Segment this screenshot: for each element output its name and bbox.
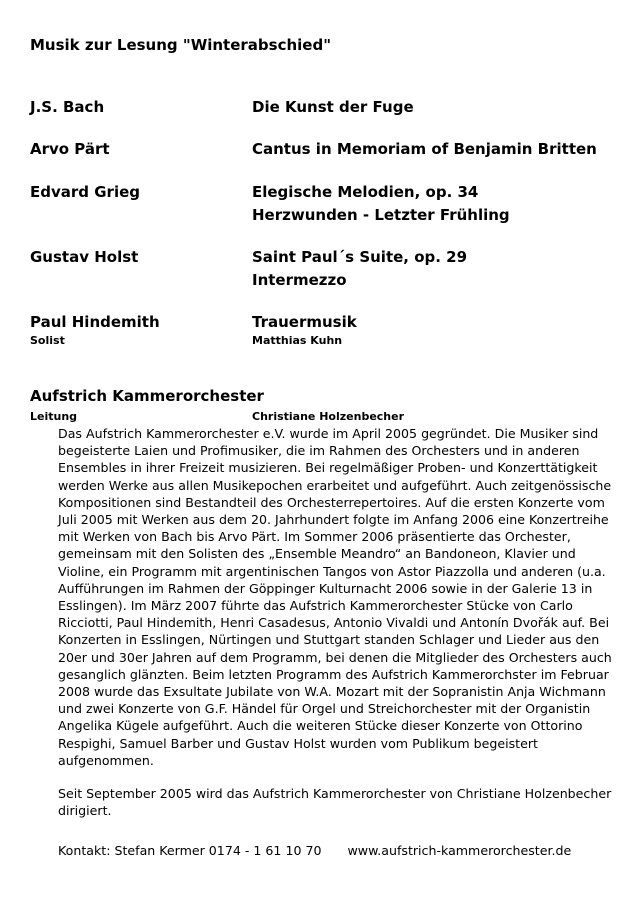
work-list: [252, 138, 597, 161]
page-title: Musik zur Lesung "Winterabschied": [30, 36, 332, 54]
composer-name: Gustav Holst: [30, 248, 139, 266]
composer-name: Arvo Pärt: [30, 140, 110, 158]
soloist-label: Solist: [30, 334, 65, 347]
composer-name: Paul Hindemith: [30, 313, 160, 331]
work-title: Saint Paul´s Suite, op. 29: [252, 248, 468, 266]
contact-phone: Kontakt: Stefan Kermer 0174 - 1 61 10 70: [58, 843, 322, 858]
description-paragraph: Seit September 2005 wird das Aufstrich Kammerorchester von Christiane Holzenbecher dirigiert.: [58, 786, 612, 819]
work-title: Elegische Melodien, op. 34: [252, 183, 479, 201]
work-list: [252, 96, 414, 119]
composer-name: Edvard Grieg: [30, 183, 141, 201]
work-list: [252, 181, 510, 227]
work-title: Cantus in Memoriam of Benjamin Britten: [252, 140, 597, 158]
work-list: [252, 311, 357, 334]
website-link[interactable]: www.aufstrich-kammerorchester.de: [347, 843, 572, 858]
work-title: Die Kunst der Fuge: [252, 98, 414, 116]
contact-footer: [58, 843, 571, 858]
composer-name: J.S. Bach: [30, 98, 105, 116]
orchestra-name: Aufstrich Kammerorchester: [30, 387, 264, 405]
orchestra-description: [58, 425, 618, 819]
work-title: Trauermusik: [252, 313, 357, 331]
description-paragraph: Das Aufstrich Kammerorchester e.V. wurde im April 2005 gegründet. Die Musiker sind begeisterte Laien und Profimusiker, die im Rahmen des Orchesters und in anderen Ensembles in ihrer Freizeit musizieren. Bei regelmäßiger Proben- und Konzerttätigkeit werden Werke aus allen Musikepochen erarbeitet und aufgeführt. Auch zeitgenössische Kompositionen sind Bestandteil des Orchesterrepertoires. Auf die ersten Konzerte vom Juli 2005 mit Werken aus dem 20. Jahrhundert folgte im Anfang 2006 eine Konzertreihe mit Werken von Bach bis Arvo Pärt. Im Sommer 2006 präsentierte das Orchester, gemeinsam mit den Solisten des „Ensemble Meandro“ an Bandoneon, Klavier und Violine, ein Programm mit argentinischen Tangos von Astor Piazzolla und anderen (u.a. Aufführungen im Rahmen der Göppinger Kulturnacht 2006 sowie in der Galerie 13 in Esslingen). Im März 2007 führte das Aufstrich Kammerorchester Stücke von Carlo Ricciotti, Paul Hindemith, Henri Casadesus, Antonio Vivaldi und Antonín Dvořák auf. Bei Konzerten in Esslingen, Nürtingen und Stuttgart standen Schlager und Lieder aus den 20er und 30er Jahren auf dem Programm, bei denen die Mitglieder des Orchesters auch gesanglich glänzten. Beim letzten Programm des Aufstrich Kammerorchster im Februar 2008 wurde das Exsultate Jubilate von W.A. Mozart mit der Sopranistin Anja Wichmann und zwei Konzerte von G.F. Händel für Orgel und Streichorchester mit der Organistin Angelika Kügele aufgeführt. Auch die weiteren Stücke dieser Konzerte von Ottorino Respighi, Samuel Barber und Gustav Holst wurden vom Publikum begeistert aufgenommen.: [58, 426, 612, 768]
conductor-name: Christiane Holzenbecher: [252, 410, 405, 423]
soloist-name: Matthias Kuhn: [252, 334, 343, 347]
conductor-label: Leitung: [30, 410, 78, 423]
work-title: Intermezzo: [252, 271, 347, 289]
work-list: [252, 246, 467, 292]
work-title: Herzwunden - Letzter Frühling: [252, 206, 510, 224]
